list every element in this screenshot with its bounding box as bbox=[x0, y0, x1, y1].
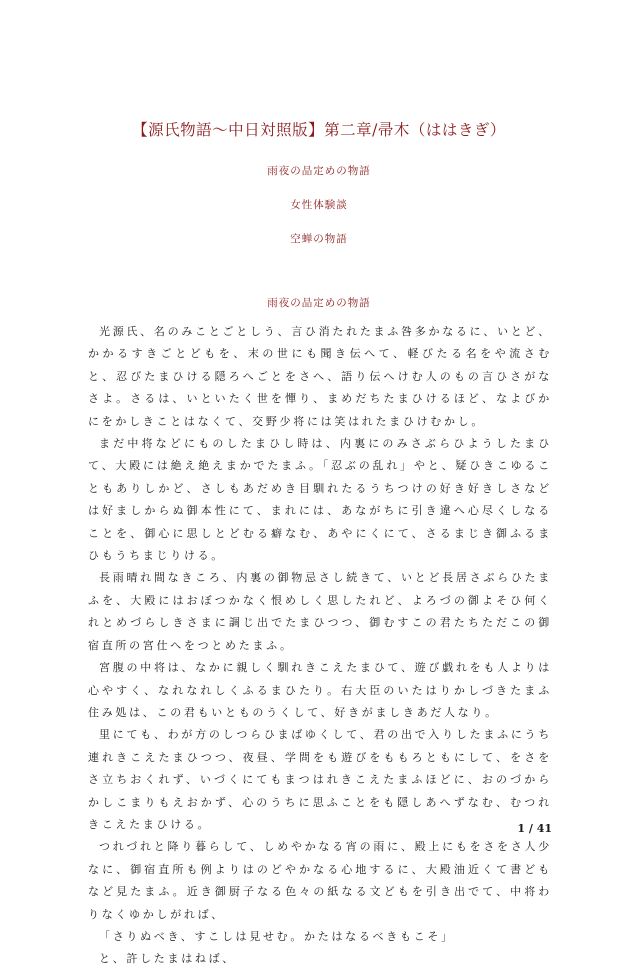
page-number: 1 / 41 bbox=[517, 822, 552, 835]
paragraph: 里にても、わが方のしつらひまばゆくして、君の出で入りしたまふにうち連れきこえたまひつつ、夜昼、学問をも遊びをももろともにして、をさをさ立ちおくれず、いづくにてもまつはれきこえたまふほどに、おのづからかしこまりもえおかず、心のうちに思ふことをも隠しあへずなむ、むつれきこえたまひける。 bbox=[88, 728, 552, 831]
document-title: 【源氏物語～中日対照版】第二章/帚木（ははきぎ） bbox=[132, 121, 506, 139]
paragraph: 長雨晴れ間なきころ、内裏の御物忌さし続きて、いとど長居さぶらひたまふを、大殿にはおぼつかなく恨めしく思したれど、よろづの御よそひ何くれとめづらしきさまに調じ出でたまひつつ、御むすこの君たちただこの御宿直所の宮仕へをつとめたまふ。 bbox=[88, 571, 552, 652]
paragraph: 宮腹の中将は、なかに親しく馴れきこえたまひて、遊び戯れをも人よりは心やすく、なれなれしくふるまひたり。右大臣のいたはりかしづきたまふ住み処は、この君もいとものうくして、好きがましきあだ人なり。 bbox=[88, 661, 552, 719]
paragraph: まだ中将などにものしたまひし時は、内裏にのみさぶらひようしたまひて、大殿には絶え絶えまかでたまふ。「忍ぶの乱れ」やと、疑ひきこゆることもありしかど、さしもあだめき目馴れたるうちつけの好き好きしさなどは好ましからぬ御本性にて、まれには、あながちに引き違へ心尽くしなることを、御心に思しとどむる癖なむ、あやにくにて、さるまじき御ふるまひもうちまじりける。 bbox=[88, 437, 552, 563]
paragraph: 光源氏、名のみことごとしう、言ひ消たれたまふ咎多かなるに、いとど、かかるすきごとどもを、末の世にも聞き伝へて、軽びたる名をや流さむと、忍びたまひける隠ろへごとをさへ、語り伝へけむ人のもの言ひさがなさよ。さるは、いといたく世を憚り、まめだちたまひけるほど、なよびかにをかしきことはなくて、交野少将には笑はれたまひけむかし。 bbox=[88, 325, 552, 428]
paragraph: 「さりぬべき、すこしは見せむ。かたはなるべきもこそ」 bbox=[99, 929, 455, 943]
paragraph: つれづれと降り暮らして、しめやかなる宵の雨に、殿上にもをさをさ人少なに、御宿直所も例よりはのどやかなる心地するに、大殿油近くて書どもなど見たまふ。近き御厨子なる色々の紙なる文どもを引き出でて、中将わりなくゆかしがれば、 bbox=[88, 840, 552, 921]
body-text bbox=[88, 321, 552, 971]
toc-item-utsusemi[interactable]: 空蝉の物語 bbox=[290, 233, 348, 245]
toc-item-women-experiences[interactable]: 女性体験談 bbox=[290, 199, 348, 211]
paragraph: と、許したまはねば、 bbox=[99, 952, 236, 966]
toc-item-rainy-night[interactable]: 雨夜の品定めの物語 bbox=[267, 165, 371, 177]
section-heading: 雨夜の品定めの物語 bbox=[267, 297, 371, 309]
table-of-contents bbox=[0, 164, 638, 266]
